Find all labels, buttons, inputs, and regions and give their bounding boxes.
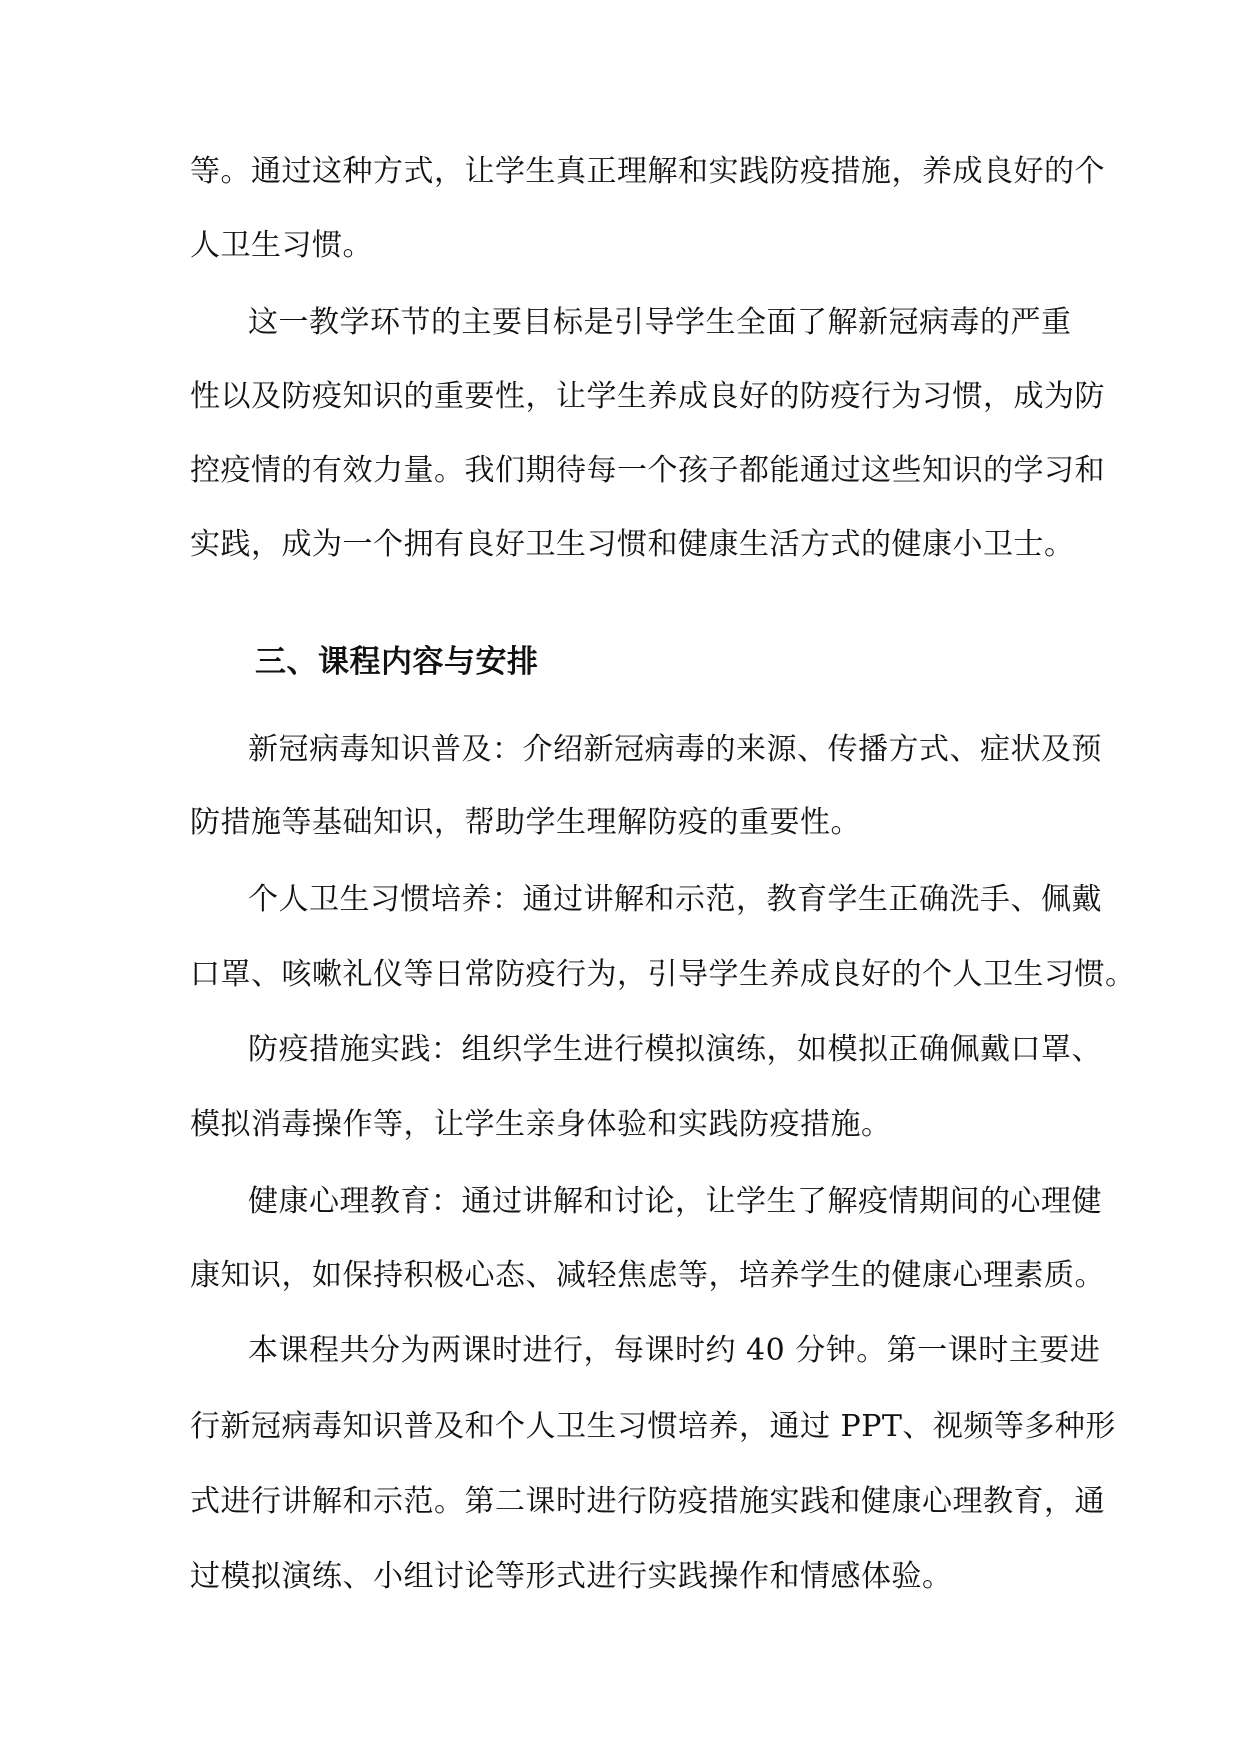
paragraph-start-line: 健康心理教育：通过讲解和讨论，让学生了解疫情期间的心理健: [248, 1184, 1102, 1219]
paragraph-start-line: 新冠病毒知识普及：介绍新冠病毒的来源、传播方式、症状及预: [248, 732, 1102, 767]
paragraph-start-line: 防疫措施实践：组织学生进行模拟演练，如模拟正确佩戴口罩、: [248, 1032, 1102, 1067]
text-line: 式进行讲解和示范。第二课时进行防疫措施实践和健康心理教育，通: [190, 1484, 1105, 1519]
text-line: 行新冠病毒知识普及和个人卫生习惯培养，通过 PPT、视频等多种形: [190, 1409, 1116, 1444]
paragraph-start-line: 本课程共分为两课时进行，每课时约 40 分钟。第一课时主要进: [248, 1333, 1101, 1368]
text-line: 模拟消毒操作等，让学生亲身体验和实践防疫措施。: [190, 1107, 892, 1142]
text-line: 实践，成为一个拥有良好卫生习惯和健康生活方式的健康小卫士。: [190, 527, 1075, 562]
text-line: 人卫生习惯。: [190, 228, 373, 263]
text-line: 口罩、咳嗽礼仪等日常防疫行为，引导学生养成良好的个人卫生习惯。: [190, 957, 1136, 992]
text-line: 防措施等基础知识，帮助学生理解防疫的重要性。: [190, 805, 861, 840]
section-heading: 三、课程内容与安排: [255, 644, 539, 680]
text-line: 等。通过这种方式，让学生真正理解和实践防疫措施，养成良好的个: [190, 154, 1105, 189]
text-line: 康知识，如保持积极心态、减轻焦虑等，培养学生的健康心理素质。: [190, 1258, 1105, 1293]
text-line: 过模拟演练、小组讨论等形式进行实践操作和情感体验。: [190, 1559, 953, 1594]
paragraph-start-line: 个人卫生习惯培养：通过讲解和示范，教育学生正确洗手、佩戴: [248, 882, 1102, 917]
text-line: 性以及防疫知识的重要性，让学生养成良好的防疫行为习惯，成为防: [190, 379, 1105, 414]
paragraph-start-line: 这一教学环节的主要目标是引导学生全面了解新冠病毒的严重: [248, 305, 1072, 340]
text-line: 控疫情的有效力量。我们期待每一个孩子都能通过这些知识的学习和: [190, 453, 1105, 488]
